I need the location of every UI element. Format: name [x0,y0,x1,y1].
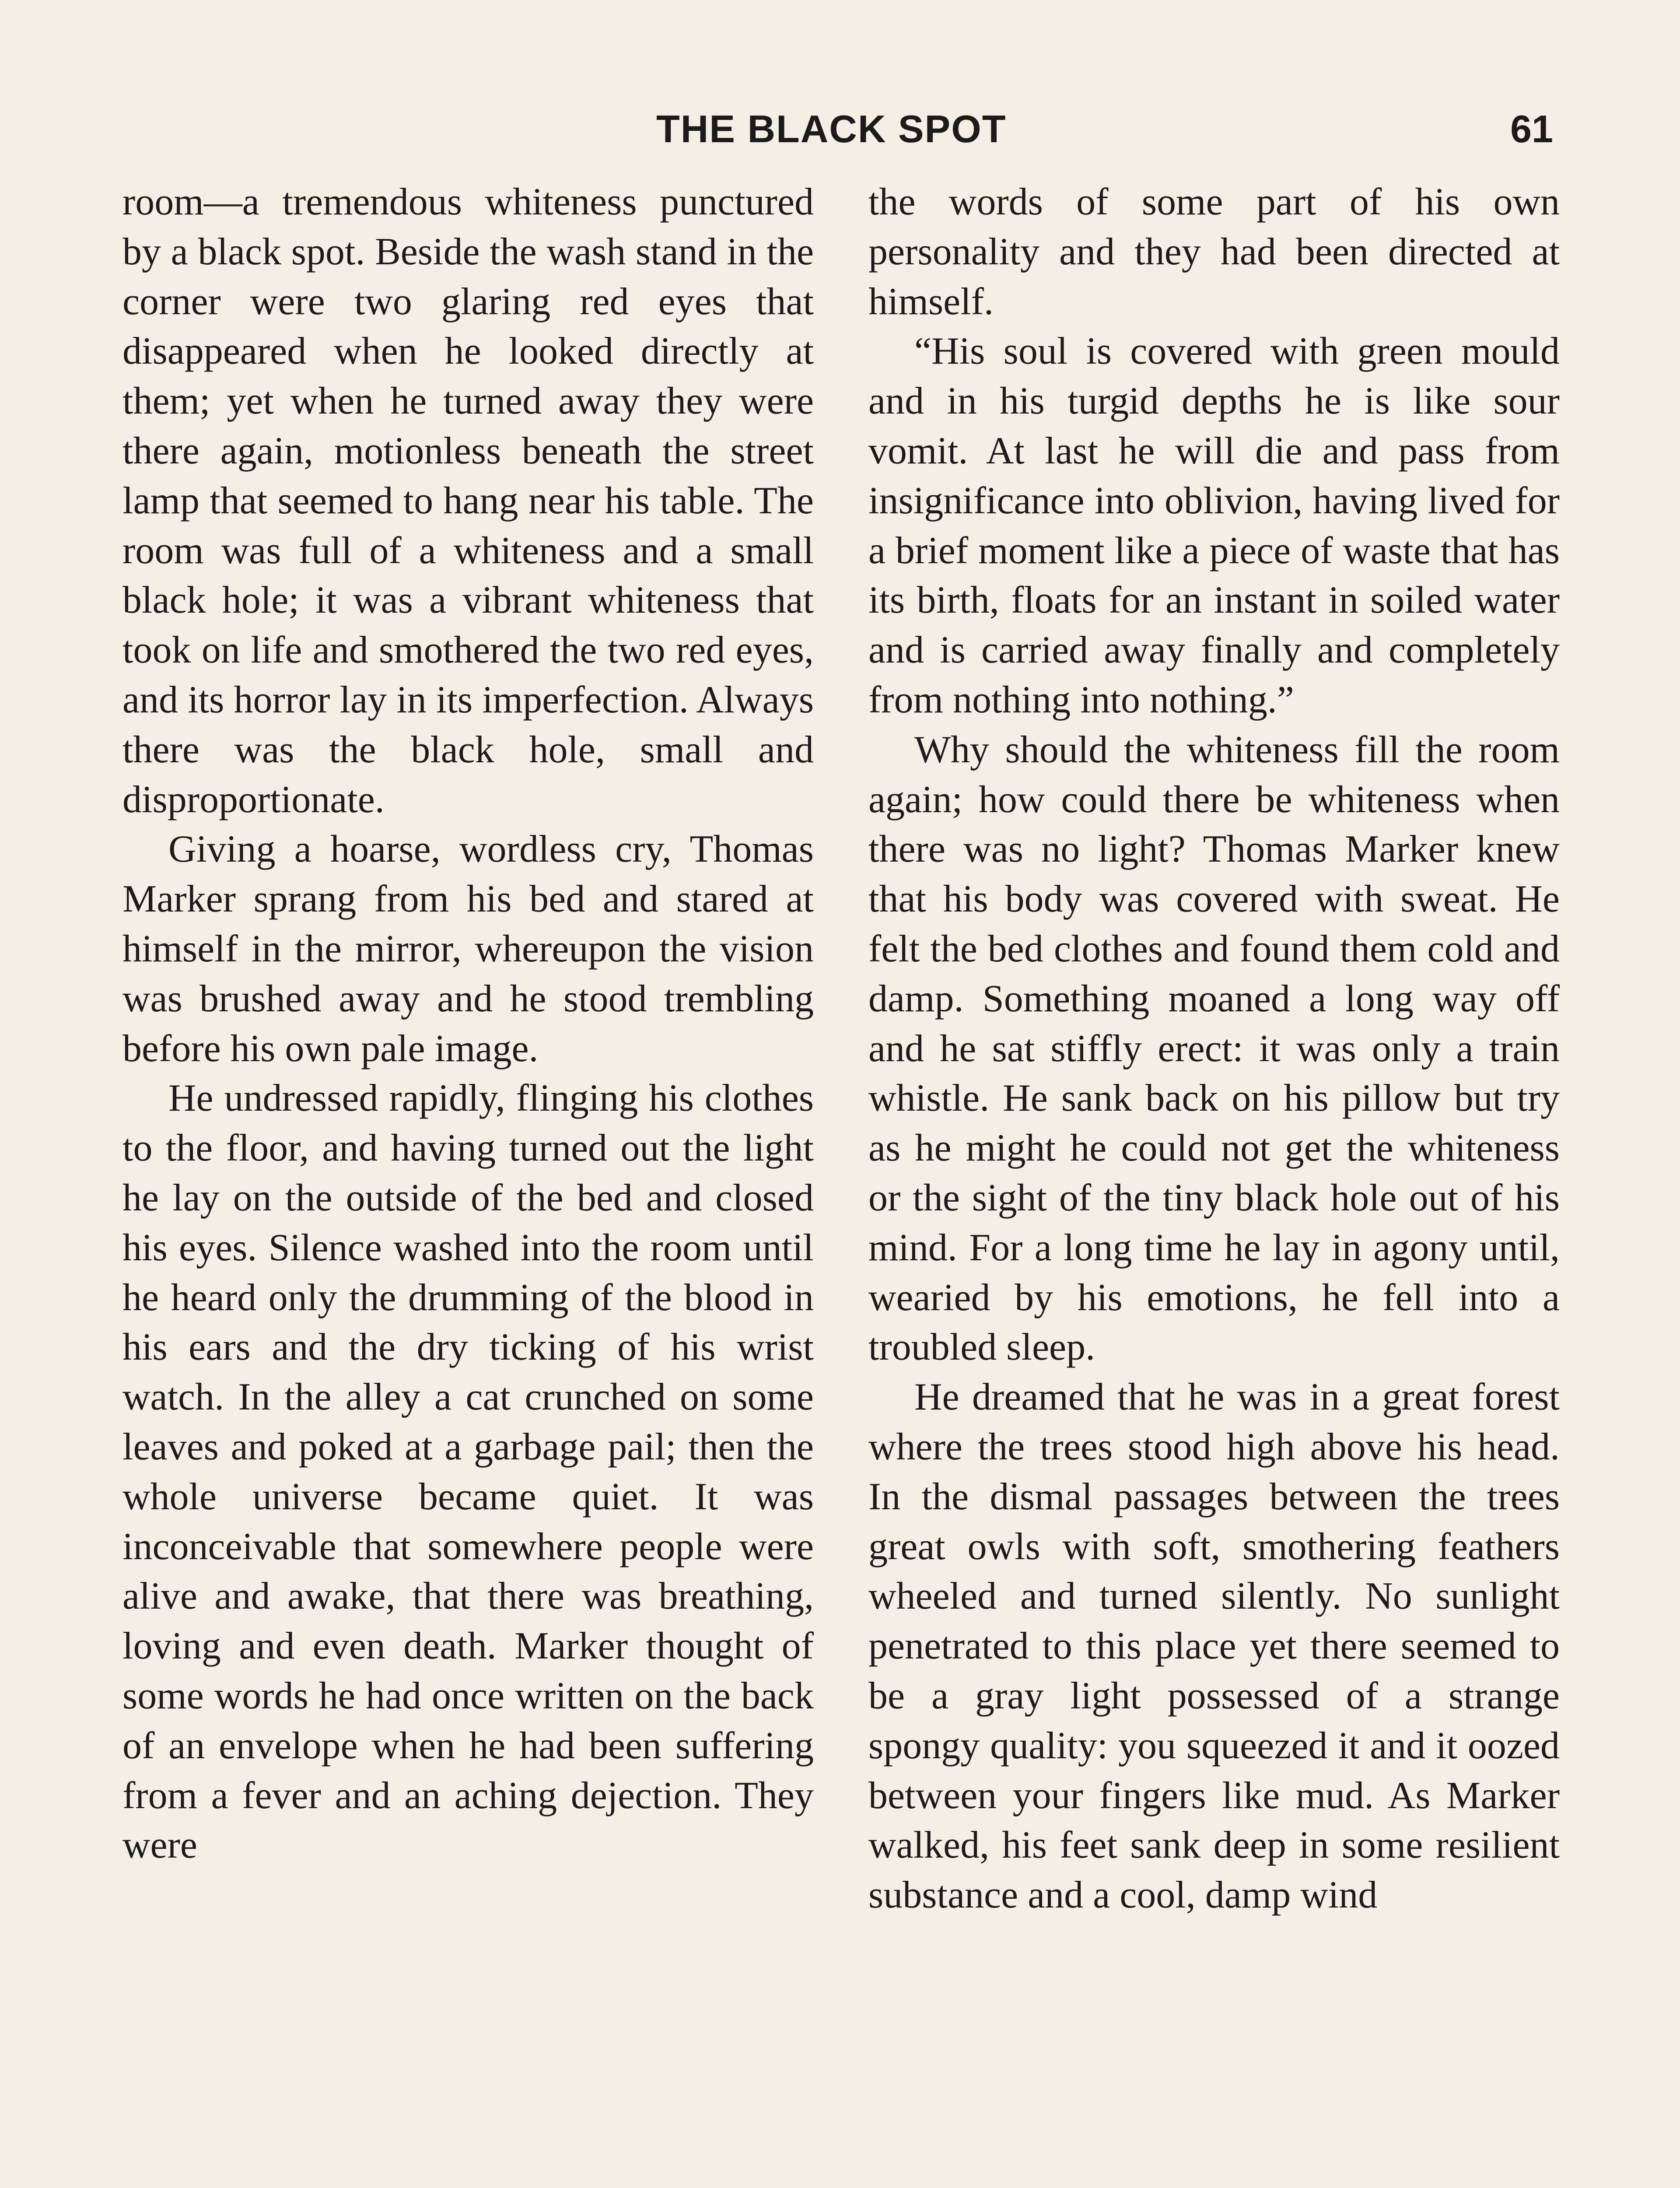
paragraph: the words of some part of his own personality and they had been directed at himself. [868,181,1560,323]
right-text-column [868,177,1560,1920]
left-text-column [122,177,814,1870]
page-header [0,105,1680,153]
paragraph: He undressed rapidly, flinging his clothes to the floor, and having turned out the light he lay on the outside of the bed and closed his eyes. Silence washed into the room until he heard only the drumming of the blood in his ears and the dry ticking of his wrist watch. In the alley a cat crunched on some leaves and poked at a garbage pail; then the whole universe became quiet. It was inconceivable that somewhere people were alive and awake, that there was breathing, loving and even death. Marker thought of some words he had once written on the back of an envelope when he had been suffering from a fever and an aching dejection. They were [122,1077,814,1867]
page-number: 61 [1510,107,1553,151]
running-title: THE BLACK SPOT [656,107,1007,151]
paragraph: room—a tremendous whiteness punctured by a black spot. Beside the wash stand in the corner were two glaring red eyes that disappeared when he looked directly at them; yet when he turned away they were there again, motionless beneath the street lamp that seemed to hang near his table. The room was full of a whiteness and a small black hole; it was a vibrant whiteness that took on life and smothered the two red eyes, and its horror lay in its imperfection. Always there was the black hole, small and disproportionate. [122,181,814,821]
paragraph: Why should the whiteness fill the room again; how could there be whiteness when there was no light? Thomas Marker knew that his body was covered with sweat. He felt the bed clothes and found them cold and damp. Something moaned a long way off and he sat stiffly erect: it was only a train whistle. He sank back on his pillow but try as he might he could not get the whiteness or the sight of the tiny black hole out of his mind. For a long time he lay in agony until, wearied by his emotions, he fell into a troubled sleep. [868,728,1560,1369]
paragraph: “His soul is covered with green mould and in his turgid depths he is like sour vomit. At last he will die and pass from insignificance into oblivion, having lived for a brief moment like a piece of waste that has its birth, floats for an instant in soiled water and is carried away finally and completely from nothing into nothing.” [868,330,1560,721]
paragraph: Giving a hoarse, wordless cry, Thomas Marker sprang from his bed and stared at himself in the mirror, whereupon the vision was brushed away and he stood trembling before his own pale image. [122,828,814,1070]
paragraph: He dreamed that he was in a great forest where the trees stood high above his head. In the dismal passages between the trees great owls with soft, smothering feathers wheeled and turned silently. No sunlight penetrated to this place yet there seemed to be a gray light possessed of a strange spongy quality: you squeezed it and it oozed between your fingers like mud. As Marker walked, his feet sank deep in some resilient substance and a cool, damp wind [868,1376,1560,1917]
